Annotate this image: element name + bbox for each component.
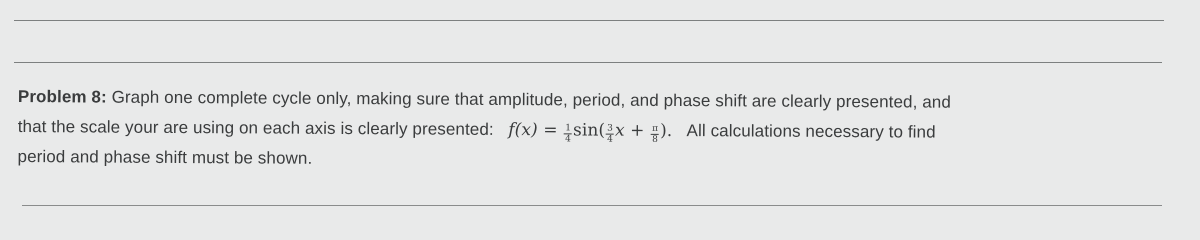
amplitude-numerator: 1 [565,123,572,134]
phase-fraction [651,124,659,145]
equals-sign: = [543,120,558,141]
top-rule [14,20,1164,21]
problem-text-line-2: that the scale your are using on each axis is clearly presented: [17,116,494,139]
second-rule [14,62,1162,63]
bottom-rule [22,205,1162,206]
coefficient-denominator: 4 [607,134,613,145]
function-formula [508,119,678,145]
coefficient-numerator: 3 [607,123,614,134]
phase-numerator: π [652,123,659,134]
variable-x: x [614,120,625,141]
function-lhs: f(x) [508,119,538,141]
coefficient-fraction [606,124,614,145]
amplitude-fraction [564,123,572,144]
problem-line-3 [17,142,1167,179]
problem-text-line-2-end: All calculations necessary to find [686,121,936,142]
problem-text-line-1: Graph one complete cycle only, making sure that amplitude, period, and phase shift are clearly presented, and [111,87,951,112]
problem-statement [17,82,1168,179]
sine-function: sin( [572,120,606,141]
amplitude-denominator: 4 [565,134,572,145]
plus-sign: + [630,120,645,141]
closing-paren: ). [660,120,673,141]
phase-denominator: 8 [652,134,658,145]
problem-label: Problem 8: [17,86,107,107]
problem-text-line-3: period and phase shift must be shown. [17,146,313,168]
